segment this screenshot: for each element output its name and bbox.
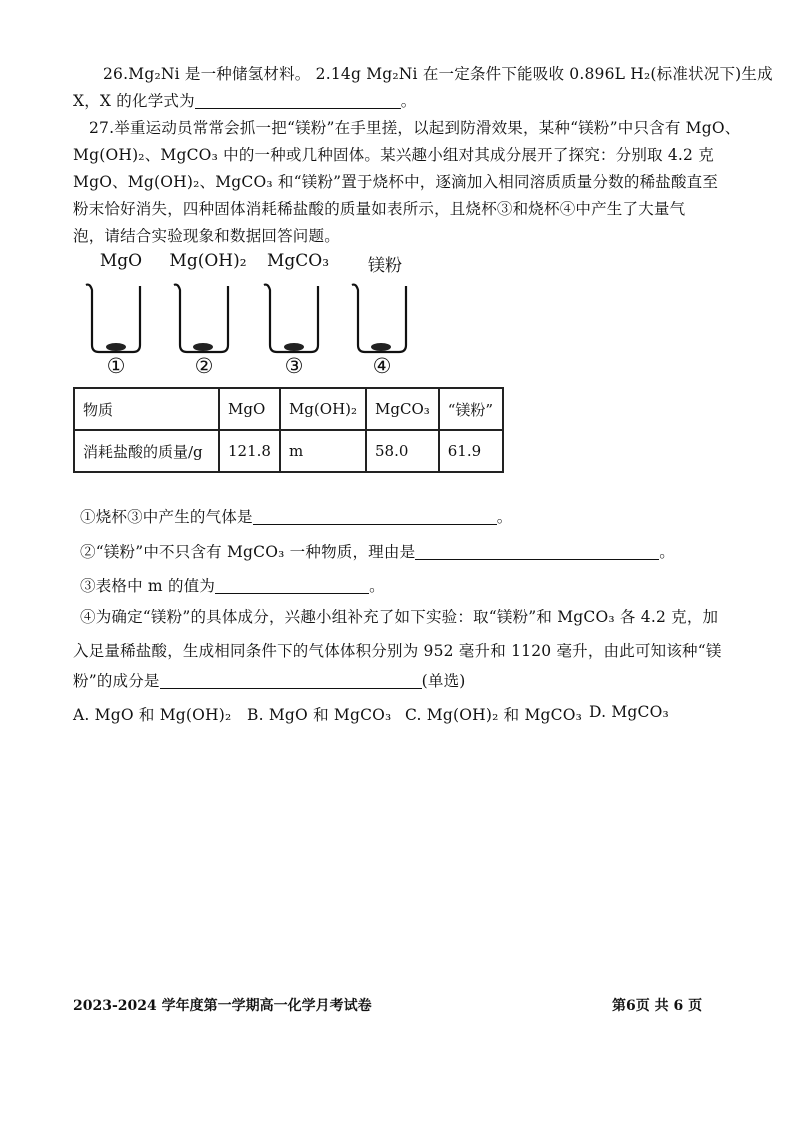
table-cell-magnesium-powder: 61.9 xyxy=(439,430,503,472)
option-a[interactable]: A. MgO 和 Mg(OH)₂ xyxy=(73,706,232,724)
q27-line4: 粉末恰好消失，四种固体消耗稀盐酸的质量如表所示，且烧杯③和烧杯④中产生了大量气 xyxy=(73,200,686,218)
table-row xyxy=(74,388,503,430)
q27-line3: MgO、Mg(OH)₂、MgCO₃ 和“镁粉”置于烧杯中，逐滴加入相同溶质质量分数的稀盐酸直至 xyxy=(73,173,719,191)
beakers-figure xyxy=(0,0,800,360)
table-header-mgo: MgO xyxy=(219,388,280,430)
q27-line1: 27.举重运动员常常会抓一把“镁粉”在手里搓，以起到防滑效果，某种“镁粉”中只含有 MgO、 xyxy=(89,119,741,137)
table-header-substance: 物质 xyxy=(74,388,219,430)
table-cell-mgco3: 58.0 xyxy=(366,430,439,472)
table-cell-mgoh2: m xyxy=(280,430,366,472)
sub1-end: 。 xyxy=(496,508,513,526)
sub4-line1: ④为确定“镁粉”的具体成分，兴趣小组补充了如下实验：取“镁粉”和 MgCO₃ 各 4.2 克，加 xyxy=(80,608,719,626)
q26-line1: 26.Mg₂Ni 是一种储氢材料。 2.14g Mg₂Ni 在一定条件下能吸收 0.896L H₂(标准状况下)生成 xyxy=(103,65,773,83)
beaker-label-4: 镁粉 xyxy=(368,256,402,276)
sub1-prompt: ①烧杯③中产生的气体是 xyxy=(80,508,253,526)
beaker-label-2: Mg(OH)₂ xyxy=(169,251,247,271)
page-number: 第6页 共 6 页 xyxy=(612,998,703,1014)
beaker-number-1: ① xyxy=(106,354,126,378)
table-row-label: 消耗盐酸的质量/g xyxy=(74,430,219,472)
option-c[interactable]: C. Mg(OH)₂ 和 MgCO₃ xyxy=(405,706,583,724)
sub2-end: 。 xyxy=(659,543,675,561)
sub3-answer-blank[interactable] xyxy=(215,577,369,594)
table-row xyxy=(74,430,503,472)
q27-line5: 泡，请结合实验现象和数据回答问题。 xyxy=(73,227,340,245)
beaker-label-3: MgCO₃ xyxy=(266,251,330,271)
table-header-mgoh2: Mg(OH)₂ xyxy=(280,388,366,430)
beaker-number-2: ② xyxy=(194,354,214,378)
table-header-magnesium-powder: “镁粉” xyxy=(439,388,503,430)
beaker-number-3: ③ xyxy=(284,354,304,378)
sub4-line3 xyxy=(73,669,466,691)
q27-line2: Mg(OH)₂、MgCO₃ 中的一种或几种固体。某兴趣小组对其成分展开了探究：分别取 4.2 克 xyxy=(73,146,714,164)
exam-footer-title: 2023-2024 学年度第一学期高一化学月考试卷 xyxy=(73,998,372,1014)
table-cell-mgo: 121.8 xyxy=(219,430,280,472)
sub3-prompt: ③表格中 m 的值为 xyxy=(80,577,216,595)
sub2-answer-blank[interactable] xyxy=(415,543,659,560)
table-header-mgco3: MgCO₃ xyxy=(366,388,439,430)
q26-prompt: X，X 的化学式为 xyxy=(73,92,195,110)
beaker-label-1: MgO xyxy=(99,251,143,271)
option-d[interactable]: D. MgCO₃ xyxy=(589,703,669,721)
sub2-prompt: ②“镁粉”中不只含有 MgCO₃ 一种物质，理由是 xyxy=(80,543,416,561)
option-b[interactable]: B. MgO 和 MgCO₃ xyxy=(247,706,392,724)
sub4-prompt: 粉”的成分是 xyxy=(73,672,160,690)
sub4-answer-blank[interactable] xyxy=(160,672,422,689)
beaker-1 xyxy=(86,285,140,352)
sub-question-1 xyxy=(80,505,512,527)
sub1-answer-blank[interactable] xyxy=(253,508,497,525)
consumption-table xyxy=(73,387,504,473)
sub4-single-choice-note: (单选) xyxy=(421,672,466,690)
sub3-end: 。 xyxy=(369,577,385,595)
beaker-2 xyxy=(174,285,228,352)
beaker-number-4: ④ xyxy=(372,354,392,378)
q26-end: 。 xyxy=(400,92,417,110)
sub-question-3 xyxy=(80,574,385,596)
beaker-3 xyxy=(264,285,318,352)
sub-question-2 xyxy=(80,540,675,562)
beaker-4 xyxy=(352,285,406,352)
sub4-line2: 入足量稀盐酸，生成相同条件下的气体体积分别为 952 毫升和 1120 毫升，由此可知该种“镁 xyxy=(73,642,722,660)
